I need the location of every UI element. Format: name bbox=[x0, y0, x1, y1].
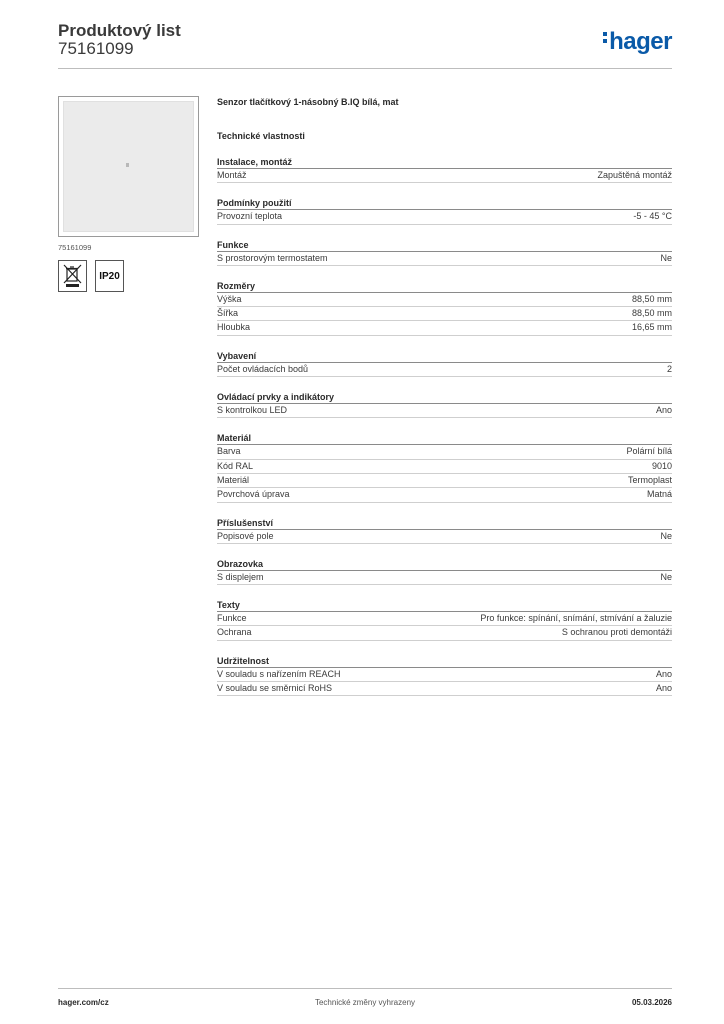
spec-value: S ochranou proti demontáži bbox=[561, 627, 672, 638]
spec-row bbox=[217, 293, 672, 307]
spec-value: Ano bbox=[655, 405, 672, 416]
spec-label: Počet ovládacích bodů bbox=[217, 363, 309, 374]
spec-row bbox=[217, 169, 672, 183]
spec-row bbox=[217, 626, 672, 640]
ip-rating-label: IP20 bbox=[99, 271, 120, 282]
footer-disclaimer: Technické změny vyhrazeny bbox=[314, 998, 416, 1007]
spec-row bbox=[217, 252, 672, 266]
spec-row bbox=[217, 612, 672, 626]
spec-value: Pro funkce: spínání, snímání, stmívání a žaluzie bbox=[480, 613, 672, 624]
spec-row bbox=[217, 474, 672, 488]
spec-row bbox=[217, 307, 672, 321]
spec-section bbox=[217, 599, 672, 641]
spec-label: Montáž bbox=[217, 170, 247, 180]
logo-text: hager bbox=[609, 28, 672, 55]
spec-label: Výška bbox=[217, 293, 242, 304]
spec-content bbox=[217, 96, 672, 696]
footer-divider bbox=[58, 988, 672, 989]
section-title: Udržitelnost bbox=[217, 655, 672, 668]
spec-value: Ne bbox=[660, 571, 672, 582]
spec-section bbox=[217, 517, 672, 544]
section-title: Podmínky použití bbox=[217, 197, 672, 210]
spec-row bbox=[217, 321, 672, 335]
spec-section bbox=[217, 558, 672, 585]
product-name: Senzor tlačítkový 1-násobný B.IQ bílá, mat bbox=[217, 97, 399, 107]
section-title: Obrazovka bbox=[217, 558, 672, 571]
spec-section bbox=[217, 239, 672, 266]
spec-label: Kód RAL bbox=[217, 460, 254, 471]
spec-section bbox=[217, 391, 672, 418]
spec-section bbox=[217, 432, 672, 502]
spec-value: 88,50 mm bbox=[631, 293, 672, 304]
spec-value: 9010 bbox=[651, 460, 672, 471]
hager-logo bbox=[603, 28, 672, 56]
spec-value: Zapuštěná montáž bbox=[597, 170, 672, 180]
page-header bbox=[58, 21, 672, 69]
spec-label: Materiál bbox=[217, 474, 250, 485]
spec-row bbox=[217, 668, 672, 682]
spec-value: Ano bbox=[655, 683, 672, 694]
spec-row bbox=[217, 530, 672, 544]
spec-label: Hloubka bbox=[217, 322, 251, 333]
section-title: Příslušenství bbox=[217, 517, 672, 530]
spec-label: Funkce bbox=[217, 613, 247, 624]
spec-label: Popisové pole bbox=[217, 530, 274, 541]
footer-website: hager.com/cz bbox=[58, 998, 109, 1007]
spec-row bbox=[217, 571, 672, 585]
document-number: 75161099 bbox=[58, 39, 134, 58]
spec-value: 2 bbox=[666, 363, 672, 374]
spec-section bbox=[217, 197, 672, 224]
image-caption: 75161099 bbox=[58, 243, 92, 252]
product-image bbox=[58, 96, 199, 237]
spec-label: S displejem bbox=[217, 571, 264, 582]
document-title: Produktový list bbox=[58, 21, 181, 40]
weee-badge bbox=[58, 260, 87, 292]
section-title: Funkce bbox=[217, 239, 672, 252]
spec-label: Ochrana bbox=[217, 627, 252, 638]
spec-row bbox=[217, 460, 672, 474]
spec-label: Provozní teplota bbox=[217, 211, 283, 222]
spec-value: Matná bbox=[646, 489, 672, 500]
section-title: Vybavení bbox=[217, 350, 672, 363]
section-title: Rozměry bbox=[217, 280, 672, 293]
spec-value: Termoplast bbox=[627, 474, 672, 485]
spec-value: Ne bbox=[660, 252, 672, 263]
spec-label: S prostorovým termostatem bbox=[217, 252, 328, 263]
section-title: Ovládací prvky a indikátory bbox=[217, 391, 672, 404]
ip-rating-badge bbox=[95, 260, 124, 292]
spec-row bbox=[217, 488, 672, 502]
spec-row bbox=[217, 445, 672, 459]
spec-value: 88,50 mm bbox=[631, 308, 672, 319]
spec-row bbox=[217, 363, 672, 377]
spec-value: -5 - 45 °C bbox=[633, 211, 672, 222]
spec-value: 16,65 mm bbox=[631, 322, 672, 333]
spec-label: V souladu s nařízením REACH bbox=[217, 668, 341, 679]
technical-properties-heading: Technické vlastnosti bbox=[217, 131, 305, 141]
spec-label: S kontrolkou LED bbox=[217, 405, 288, 416]
footer-date: 05.03.2026 bbox=[631, 998, 672, 1007]
logo-dots-icon bbox=[603, 32, 607, 46]
spec-label: Šířka bbox=[217, 308, 239, 319]
led-indicator-dot bbox=[126, 163, 129, 167]
section-title: Texty bbox=[217, 599, 672, 612]
spec-row bbox=[217, 210, 672, 224]
spec-section bbox=[217, 350, 672, 377]
spec-section bbox=[217, 280, 672, 336]
spec-value: Ano bbox=[655, 668, 672, 679]
spec-value: Ne bbox=[660, 530, 672, 541]
spec-label: V souladu se směrnicí RoHS bbox=[217, 683, 333, 694]
spec-row bbox=[217, 682, 672, 696]
section-title: Instalace, montáž bbox=[217, 156, 672, 169]
spec-value: Polární bílá bbox=[626, 446, 672, 457]
section-title: Materiál bbox=[217, 432, 672, 445]
spec-row bbox=[217, 404, 672, 418]
spec-section bbox=[217, 655, 672, 697]
spec-label: Barva bbox=[217, 446, 241, 457]
spec-label: Povrchová úprava bbox=[217, 489, 290, 500]
header-divider bbox=[58, 68, 672, 69]
spec-sections bbox=[217, 156, 672, 696]
weee-crossed-bin-icon bbox=[63, 264, 82, 288]
spec-section bbox=[217, 156, 672, 183]
